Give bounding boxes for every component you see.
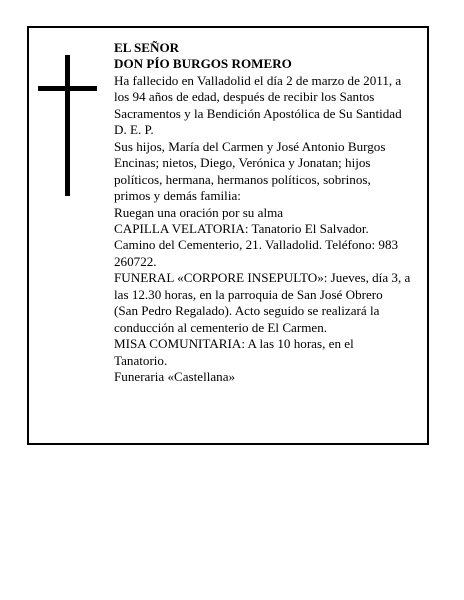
obituary-text-line: Ruegan una oración por su alma — [114, 204, 284, 220]
obituary-text-line: Encinas; nietos, Diego, Verónica y Jonatan; hijos — [114, 155, 371, 171]
obituary-text-line: conducción al cementerio de El Carmen. — [114, 319, 328, 335]
obituary-heading-line: EL SEÑOR — [114, 40, 180, 55]
obituary-text-line: 260722. — [114, 253, 157, 269]
obituary-text-line: políticos, hermana, hermanos políticos, sobrinos, — [114, 171, 371, 187]
obituary-text-line: CAPILLA VELATORIA: Tanatorio El Salvador. — [114, 220, 369, 236]
obituary-text — [114, 40, 432, 386]
obituary-heading-line: DON PÍO BURGOS ROMERO — [114, 56, 292, 72]
obituary-text-line: FUNERAL «CORPORE INSEPULTO»: Jueves, día 3, a — [114, 270, 411, 286]
obituary-text-line: (San Pedro Regalado). Acto seguido se realizará la — [114, 303, 380, 319]
obituary-text-line: Tanatorio. — [114, 352, 168, 368]
obituary-text-line: Ha fallecido en Valladolid el día 2 de marzo de 2011, a — [114, 72, 402, 88]
obituary-text-line: Funeraria «Castellana» — [114, 369, 236, 385]
cross-icon-vertical-bar — [65, 55, 70, 196]
obituary-text-line: las 12.30 horas, en la parroquia de San José Obrero — [114, 286, 383, 302]
cross-icon-horizontal-bar — [38, 86, 97, 91]
obituary-text-line: Sus hijos, María del Carmen y José Antonio Burgos — [114, 138, 386, 154]
obituary-text-line: los 94 años de edad, después de recibir los Santos — [114, 89, 375, 105]
obituary-text-line: D. E. P. — [114, 122, 154, 138]
obituary-text-line: Camino del Cementerio, 21. Valladolid. Teléfono: 983 — [114, 237, 399, 253]
obituary-text-line: Sacramentos y la Bendición Apostólica de Su Santidad — [114, 105, 402, 121]
obituary-text-line: MISA COMUNITARIA: A las 10 horas, en el — [114, 336, 354, 352]
obituary-text-line: primos y demás familia: — [114, 188, 241, 204]
